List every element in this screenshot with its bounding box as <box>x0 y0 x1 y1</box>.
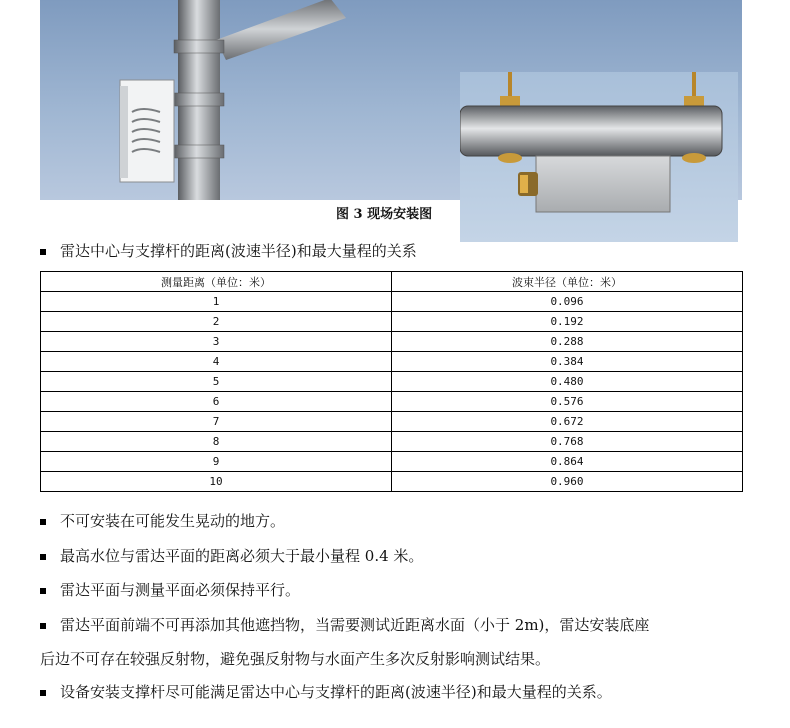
distance-cell: 6 <box>41 392 392 412</box>
distance-cell: 1 <box>41 292 392 312</box>
radius-cell: 0.672 <box>392 412 743 432</box>
table-row <box>41 352 743 372</box>
radius-cell: 0.576 <box>392 392 743 412</box>
table-row <box>41 312 743 332</box>
table-row <box>41 332 743 352</box>
note-no-obstruction: 雷达平面前端不可再添加其他遮挡物，当需要测试近距离水面（小于 2m)，雷达安装底座 <box>40 614 649 636</box>
bullet-icon <box>40 249 46 255</box>
distance-cell: 2 <box>41 312 392 332</box>
table-row <box>41 392 743 412</box>
distance-cell: 7 <box>41 412 392 432</box>
note-pole-distance: 设备安装支撑杆尽可能满足雷达中心与支撑杆的距离(波速半径)和最大量程的关系。 <box>40 681 612 703</box>
radar-closeup-photo <box>460 72 738 242</box>
radius-cell: 0.864 <box>392 452 743 472</box>
radius-cell: 0.960 <box>392 472 743 492</box>
bullet-icon <box>40 588 46 594</box>
radius-cell: 0.192 <box>392 312 743 332</box>
radius-cell: 0.480 <box>392 372 743 392</box>
radar-illustration <box>460 72 738 242</box>
bullet-icon <box>40 554 46 560</box>
note-parallel: 雷达平面与测量平面必须保持平行。 <box>40 579 300 601</box>
bullet-icon <box>40 519 46 525</box>
table-row <box>41 412 743 432</box>
distance-cell: 4 <box>41 352 392 372</box>
table-header-row <box>41 272 743 292</box>
figure-caption: 图 3 现场安装图 <box>336 207 433 222</box>
radius-cell: 0.768 <box>392 432 743 452</box>
table-row <box>41 372 743 392</box>
distance-cell: 3 <box>41 332 392 352</box>
table-row <box>41 452 743 472</box>
note-no-obstruction-continued: 后边不可存在较强反射物，避免强反射物与水面产生多次反射影响测试结果。 <box>40 650 551 668</box>
radius-cell: 0.096 <box>392 292 743 312</box>
note-no-shaking: 不可安装在可能发生晃动的地方。 <box>40 510 285 532</box>
section-heading: 雷达中心与支撑杆的距离(波速半径)和最大量程的关系 <box>40 240 417 262</box>
table-row <box>41 472 743 492</box>
distance-cell: 9 <box>41 452 392 472</box>
bullet-icon <box>40 623 46 629</box>
column-header-distance: 测量距离（单位：米） <box>41 272 392 292</box>
note-min-range: 最高水位与雷达平面的距离必须大于最小量程 0.4 米。 <box>40 545 423 567</box>
beam-radius-table <box>40 271 743 492</box>
distance-cell: 5 <box>41 372 392 392</box>
column-header-radius: 波束半径（单位：米） <box>392 272 743 292</box>
bullet-icon <box>40 690 46 696</box>
radius-cell: 0.384 <box>392 352 743 372</box>
distance-cell: 10 <box>41 472 392 492</box>
table-row <box>41 292 743 312</box>
radius-cell: 0.288 <box>392 332 743 352</box>
distance-cell: 8 <box>41 432 392 452</box>
table-row <box>41 432 743 452</box>
